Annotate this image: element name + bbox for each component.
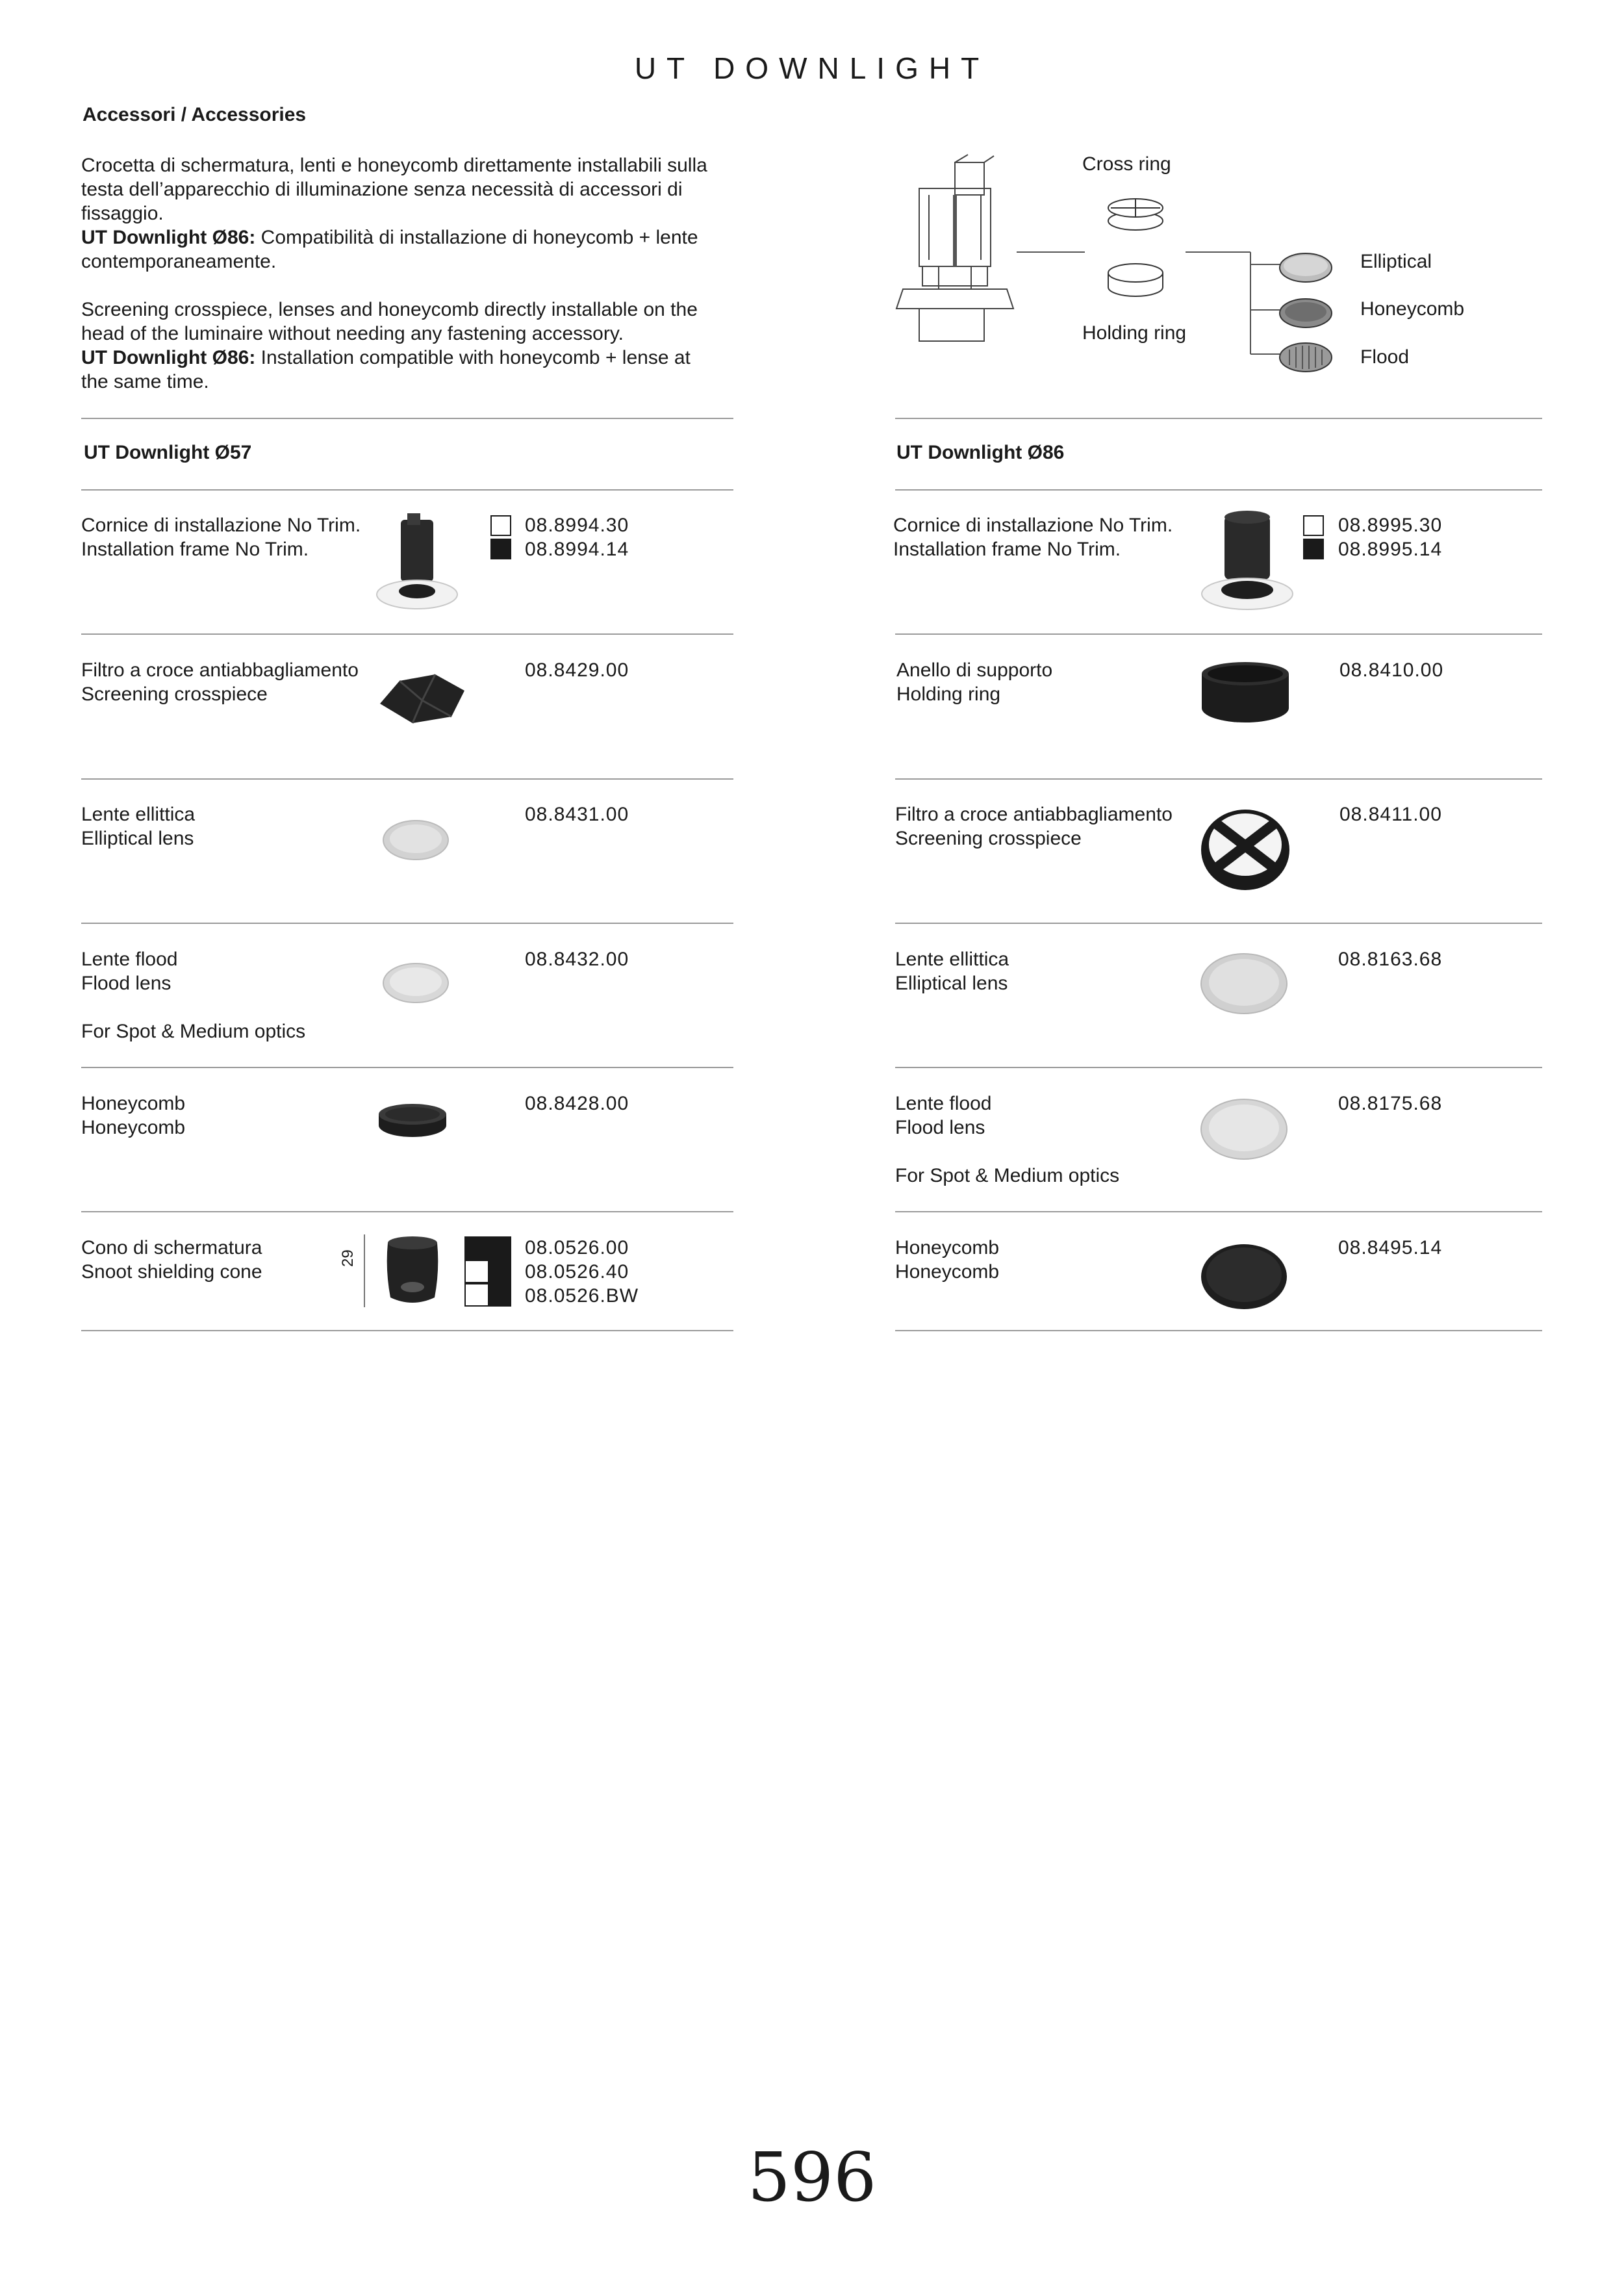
intro-en-bold: UT Downlight Ø86: <box>81 347 256 368</box>
section-divider <box>81 418 733 419</box>
product-name-en: Flood lens <box>81 973 171 994</box>
product-name-it: Filtro a croce antiabbagliamento <box>81 659 359 681</box>
intro-en-line: head of the luminaire without needing any fastening accessory. <box>81 323 624 344</box>
product-code: 08.8411.00 <box>1339 804 1442 825</box>
row-divider <box>895 778 1542 780</box>
product-name-en: Honeycomb <box>81 1117 186 1138</box>
diagram-label-elliptical: Elliptical <box>1360 251 1432 272</box>
color-swatch-white <box>1303 515 1324 536</box>
elliptical-lens-icon <box>1280 253 1332 282</box>
elliptical-lens-image <box>1199 951 1289 1016</box>
screening-crosspiece-image <box>374 668 471 726</box>
product-name-it: Honeycomb <box>895 1237 1000 1258</box>
product-name-it: Cono di schermatura <box>81 1237 262 1258</box>
product-name-en: Honeycomb <box>895 1261 1000 1283</box>
product-name-en: Flood lens <box>895 1117 985 1138</box>
product-name-it: Cornice di installazione No Trim. <box>893 515 1173 536</box>
color-swatch-black <box>464 1236 511 1260</box>
row-divider <box>81 633 733 635</box>
dimension-label: 29 <box>339 1249 357 1267</box>
row-divider <box>895 1211 1542 1212</box>
intro-it-line: contemporaneamente. <box>81 251 277 272</box>
row-divider <box>895 633 1542 635</box>
product-note: For Spot & Medium optics <box>895 1165 1120 1186</box>
product-name-it: Lente flood <box>895 1093 992 1114</box>
luminaire-drawing-icon <box>896 155 1013 341</box>
holding-ring-image <box>1197 658 1294 729</box>
page-number: 596 <box>747 2138 877 2217</box>
honeycomb-image <box>374 1098 451 1143</box>
intro-it-line: Crocetta di schermatura, lenti e honeycomb direttamente installabili sulla <box>81 155 707 176</box>
product-code: 08.8429.00 <box>525 659 629 681</box>
row-divider <box>895 1067 1542 1068</box>
product-code: 08.8432.00 <box>525 949 629 970</box>
installation-frame-image <box>372 513 463 617</box>
product-name-en: Elliptical lens <box>81 828 194 849</box>
flood-lens-icon <box>1280 343 1332 372</box>
color-swatch-white <box>490 515 511 536</box>
product-code: 08.8495.14 <box>1338 1237 1443 1258</box>
intro-it-line: testa dell’apparecchio di illuminazione senza necessità di accessori di <box>81 179 683 200</box>
product-code: 08.8410.00 <box>1339 659 1444 681</box>
honeycomb-image <box>1199 1241 1289 1312</box>
intro-en-line: the same time. <box>81 371 209 392</box>
holding-ring-icon <box>1108 264 1163 296</box>
product-name-en: Elliptical lens <box>895 973 1008 994</box>
product-name-en: Screening crosspiece <box>81 683 268 705</box>
product-code: 08.8994.14 <box>525 539 629 560</box>
row-divider <box>81 923 733 924</box>
diagram-label-honeycomb: Honeycomb <box>1360 298 1465 320</box>
color-swatch-white <box>464 1260 511 1283</box>
intro-it-bold-rest: Compatibilità di installazione di honeycomb + lente <box>255 227 698 248</box>
product-code: 08.8163.68 <box>1338 949 1443 970</box>
screening-crosspiece-image <box>1197 804 1294 895</box>
elliptical-lens-image <box>380 817 451 863</box>
product-code: 08.8428.00 <box>525 1093 629 1114</box>
intro-it-bold: UT Downlight Ø86: <box>81 227 256 248</box>
product-name-it: Filtro a croce antiabbagliamento <box>895 804 1173 825</box>
row-divider <box>81 1211 733 1212</box>
row-divider <box>81 1330 733 1331</box>
section-title-d57: UT Downlight Ø57 <box>84 442 252 463</box>
product-note: For Spot & Medium optics <box>81 1021 306 1042</box>
product-name-en: Installation frame No Trim. <box>893 539 1121 560</box>
color-swatch-bw <box>464 1283 511 1307</box>
row-divider <box>81 778 733 780</box>
section-divider <box>895 418 1542 419</box>
product-name-it: Anello di supporto <box>896 659 1053 681</box>
product-name-en: Screening crosspiece <box>895 828 1082 849</box>
product-code: 08.8175.68 <box>1338 1093 1443 1114</box>
installation-frame-image <box>1195 508 1299 619</box>
product-code: 08.8995.14 <box>1338 539 1443 560</box>
dimension-line <box>364 1234 365 1307</box>
product-code: 08.0526.40 <box>525 1261 629 1283</box>
intro-en-bold-rest: Installation compatible with honeycomb + lense at <box>255 347 691 368</box>
page-title: UT DOWNLIGHT <box>634 51 990 85</box>
row-divider <box>81 1067 733 1068</box>
product-name-en: Snoot shielding cone <box>81 1261 262 1283</box>
product-name-it: Honeycomb <box>81 1093 186 1114</box>
intro-text <box>81 153 744 394</box>
section-divider <box>895 489 1542 491</box>
intro-it-line: fissaggio. <box>81 203 164 224</box>
product-name-it: Lente flood <box>81 949 178 970</box>
section-divider <box>81 489 733 491</box>
product-code: 08.8431.00 <box>525 804 629 825</box>
product-name-it: Lente ellittica <box>81 804 196 825</box>
product-name-en: Holding ring <box>896 683 1001 705</box>
product-code: 08.8995.30 <box>1338 515 1443 536</box>
color-swatch-black <box>490 539 511 559</box>
cross-ring-icon <box>1108 199 1163 230</box>
product-code: 08.0526.00 <box>525 1237 629 1258</box>
intro-en-line: Screening crosspiece, lenses and honeycomb directly installable on the <box>81 299 698 320</box>
diagram-label-flood: Flood <box>1360 346 1410 368</box>
color-swatch-black <box>1303 539 1324 559</box>
product-name-en: Installation frame No Trim. <box>81 539 309 560</box>
honeycomb-icon <box>1280 299 1332 327</box>
product-code: 08.8994.30 <box>525 515 629 536</box>
product-name-it: Lente ellittica <box>895 949 1009 970</box>
snoot-cone-image <box>380 1231 445 1309</box>
product-code: 08.0526.BW <box>525 1285 639 1307</box>
row-divider <box>895 923 1542 924</box>
accessories-heading: Accessori / Accessories <box>82 104 307 125</box>
diagram-label-holding-ring: Holding ring <box>1082 322 1187 344</box>
flood-lens-image <box>380 960 451 1006</box>
diagram-label-cross-ring: Cross ring <box>1082 153 1171 175</box>
flood-lens-image <box>1199 1097 1289 1162</box>
row-divider <box>895 1330 1542 1331</box>
product-name-it: Cornice di installazione No Trim. <box>81 515 361 536</box>
section-title-d86: UT Downlight Ø86 <box>896 442 1065 463</box>
